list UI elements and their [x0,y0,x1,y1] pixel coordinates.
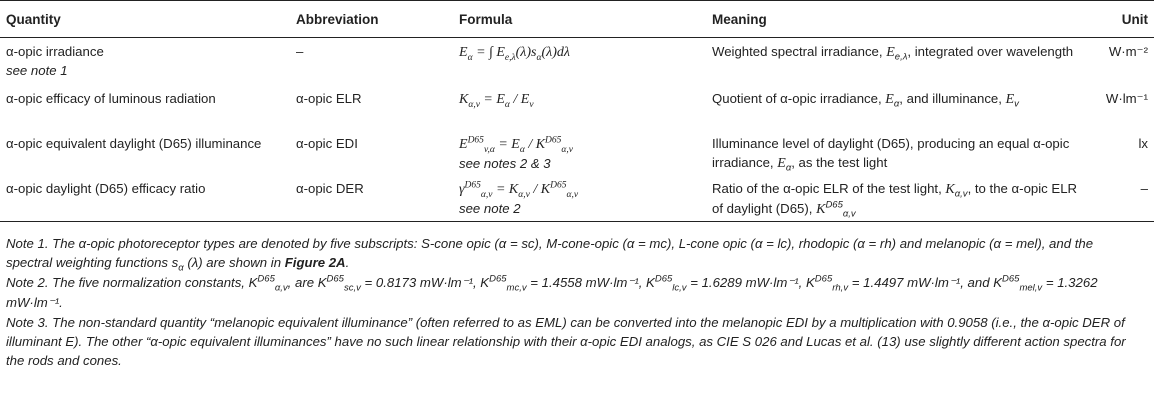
unit-cell: – [1140,180,1148,196]
quantity-cell [0,38,296,85]
meaning-cell: Weighted spectral irradiance, $E_{e,\lambda}$, integrated over wavelength [712,44,1074,63]
k-rh-value: 1.4497 mW·lm⁻¹ [863,275,961,291]
table-row [0,175,1154,222]
formula-note: see note 2 [459,200,521,216]
header-meaning: Meaning [712,1,1091,38]
note-3: Note 3. The non-standard quantity “melanopic equivalent illuminance” (often referred to as EML) can be converted into the melanopic EDI by a multiplication with 0.9058 (i.e., the α-opic DER of illuminant E). The other “α-opic equivalent illuminances” have no such linear relationship with their α-opic EDI analogs, as CIE S 026 and Lucas et al. (13) use slightly different action spectra for the rods and cones. [6,314,1126,369]
k-lc-value: 1.6289 mW·lm⁻¹ [701,275,799,291]
header-formula: Formula [459,1,712,38]
formula: $E_\alpha$ = ∫ $E_{e,\lambda}(\lambda)s_\alpha(\lambda)d\lambda$ [459,45,570,63]
table-header-row [0,1,1154,38]
formula-cell [459,85,712,130]
meaning-cell: Quotient of α-opic irradiance, $E_\alpha$, and illuminance, $E_v$ [712,90,1019,110]
quantity-cell: α-opic daylight (D65) efficacy ratio [6,180,206,196]
meaning-cell: Ratio of the α-opic ELR of the test light, $K_{\alpha,v}$, to the α-opic ELR of daylight (D65), $K^{D65}_{\alpha,v}$ [712,180,1078,220]
unit-cell: W·lm⁻¹ [1105,90,1148,106]
formula-note: see notes 2 & 3 [459,155,551,171]
quantity-cell: α-opic equivalent daylight (D65) illuminance [6,135,262,151]
abbreviation-cell: α-opic DER [296,180,364,196]
formula: $\gamma^{D65}_{\alpha,v} = K_{\alpha,v} / K^{D65}_{\alpha,v}$ [459,179,579,200]
table-notes [6,234,1138,371]
quantity-text: α-opic irradiance [6,44,104,59]
table-row [0,85,1154,130]
abbreviation-cell: α-opic ELR [296,90,362,106]
formula-cell [459,38,712,85]
header-unit: Unit [1091,1,1154,38]
formula: $K_{\alpha,v} = E_\alpha / E_v$ [459,91,534,110]
k-mel-value: 1.3262 mW·lm⁻¹ [6,275,1098,310]
note-1: Note 1. The α-opic photoreceptor types are denoted by five subscripts: S-cone opic (α = sc), M-cone-opic (α = mc), L-cone opic (α = lc), rhodopic (α = rh) and melanopic (α = mel), and the spectral weighting functions $s_\alpha$ (λ) are shown in Figure 2A. [6,236,1094,274]
meaning-cell: Illuminance level of daylight (D65), producing an equal α-opic irradiance, $E_\alpha$, as the test light [712,135,1070,174]
unit-cell: W·m⁻² [1108,44,1148,59]
k-sc-value: 0.8173 mW·lm⁻¹ [375,275,473,291]
k-mc-value: 1.4558 mW·lm⁻¹ [541,275,639,291]
abbreviation-cell: – [296,44,304,59]
unit-cell: lx [1138,135,1148,151]
formula: $E^{D65}_{v,\alpha} = E_\alpha / K^{D65}_{\alpha,v}$ [459,134,573,155]
header-abbreviation: Abbreviation [296,1,459,38]
table-row [0,38,1154,85]
note-2: Note 2. The five normalization constants, $K^{D65}_{\alpha,v}$, are $K^{D65}_{sc,v} = 0.8173$ mW·lm⁻¹, $K^{D65}_{mc,v} = 1.4558$ mW·lm⁻¹, $K^{D65}_{lc,v} = 1.6289$ mW·lm⁻¹, $K^{D65}_{rh,v} = 1.4497$ mW·lm⁻¹, and $K^{D65}_{mel,v} = 1.3262$ mW·lm⁻¹. [6,274,1098,310]
formula-cell [459,175,712,222]
quantity-note: see note 1 [6,63,68,78]
figure-link[interactable]: Figure 2A [284,255,346,271]
abbreviation-cell: α-opic EDI [296,135,358,151]
table-row [0,130,1154,175]
header-quantity: Quantity [0,1,296,38]
formula-cell [459,130,712,175]
quantity-cell: α-opic efficacy of luminous radiation [6,90,216,106]
